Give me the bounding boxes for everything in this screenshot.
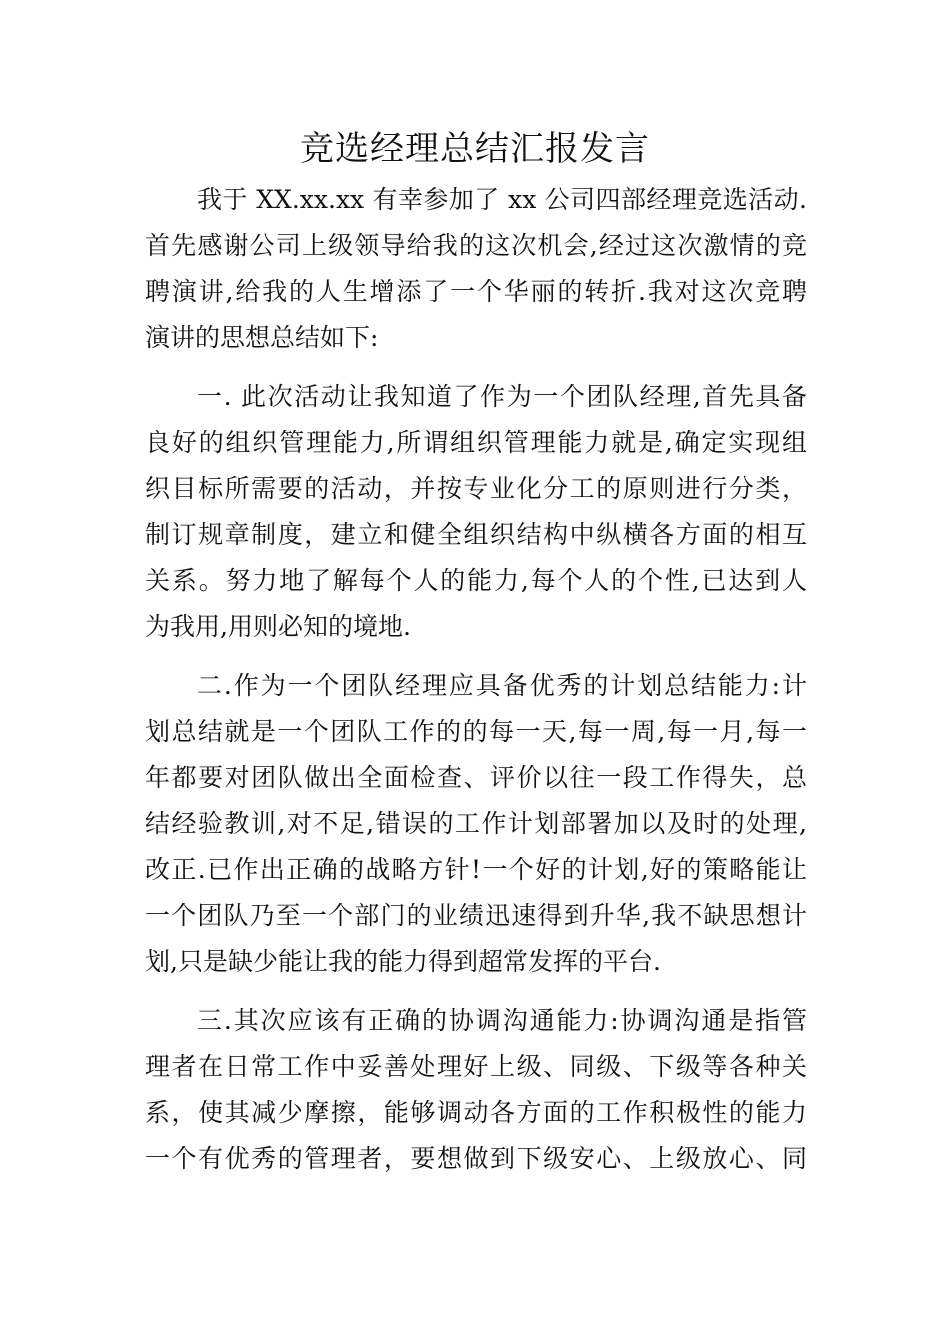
text-line: 为我用,用则必知的境地.: [145, 612, 411, 641]
text-line: 年都要对团队做出全面检查、评价以往一段工作得失，总: [145, 763, 807, 792]
text-line: 一个团队乃至一个部门的业绩迅速得到升华,我不缺思想计: [145, 901, 807, 930]
text-line: 二.作为一个团队经理应具备优秀的计划总结能力:计: [197, 671, 807, 700]
text-line: 制订规章制度，建立和健全组织结构中纵横各方面的相互: [145, 520, 807, 549]
text-line: 划总结就是一个团队工作的的每一天,每一周,每一月,每一: [145, 717, 807, 746]
paragraph-point-two: [145, 663, 807, 985]
text-line: 一个有优秀的管理者，要想做到下级安心、上级放心、同: [145, 1144, 807, 1173]
paragraph-intro: [145, 177, 807, 361]
text-line: 聘演讲,给我的人生增添了一个华丽的转折.我对这次竞聘: [145, 277, 807, 306]
text-line: 理者在日常工作中妥善处理好上级、同级、下级等各种关: [145, 1052, 807, 1081]
text-line: 一. 此次活动让我知道了作为一个团队经理,首先具备: [197, 382, 807, 411]
text-line: 首先感谢公司上级领导给我的这次机会,经过这次激情的竞: [145, 231, 807, 260]
paragraph-point-three: [145, 998, 807, 1182]
text-line: 结经验教训,对不足,错误的工作计划部署加以及时的处理,: [145, 809, 807, 838]
text-line: 良好的组织管理能力,所谓组织管理能力就是,确定实现组: [145, 428, 807, 457]
text-line: 我于 XX.xx.xx 有幸参加了 xx 公司四部经理竞选活动.: [197, 185, 807, 214]
document-body: [145, 177, 807, 1182]
text-line: 划,只是缺少能让我的能力得到超常发挥的平台.: [145, 947, 661, 976]
text-line: 系，使其减少摩擦，能够调动各方面的工作积极性的能力: [145, 1098, 807, 1127]
document-title: 竞选经理总结汇报发言: [300, 129, 650, 169]
text-line: 演讲的思想总结如下:: [145, 323, 379, 352]
text-line: 改正.已作出正确的战略方针!一个好的计划,好的策略能让: [145, 855, 807, 884]
paragraph-point-one: [145, 374, 807, 650]
text-line: 三.其次应该有正确的协调沟通能力:协调沟通是指管: [197, 1006, 807, 1035]
text-line: 关系。努力地了解每个人的能力,每个人的个性,已达到人: [145, 566, 807, 595]
text-line: 织目标所需要的活动，并按专业化分工的原则进行分类，: [145, 474, 807, 503]
